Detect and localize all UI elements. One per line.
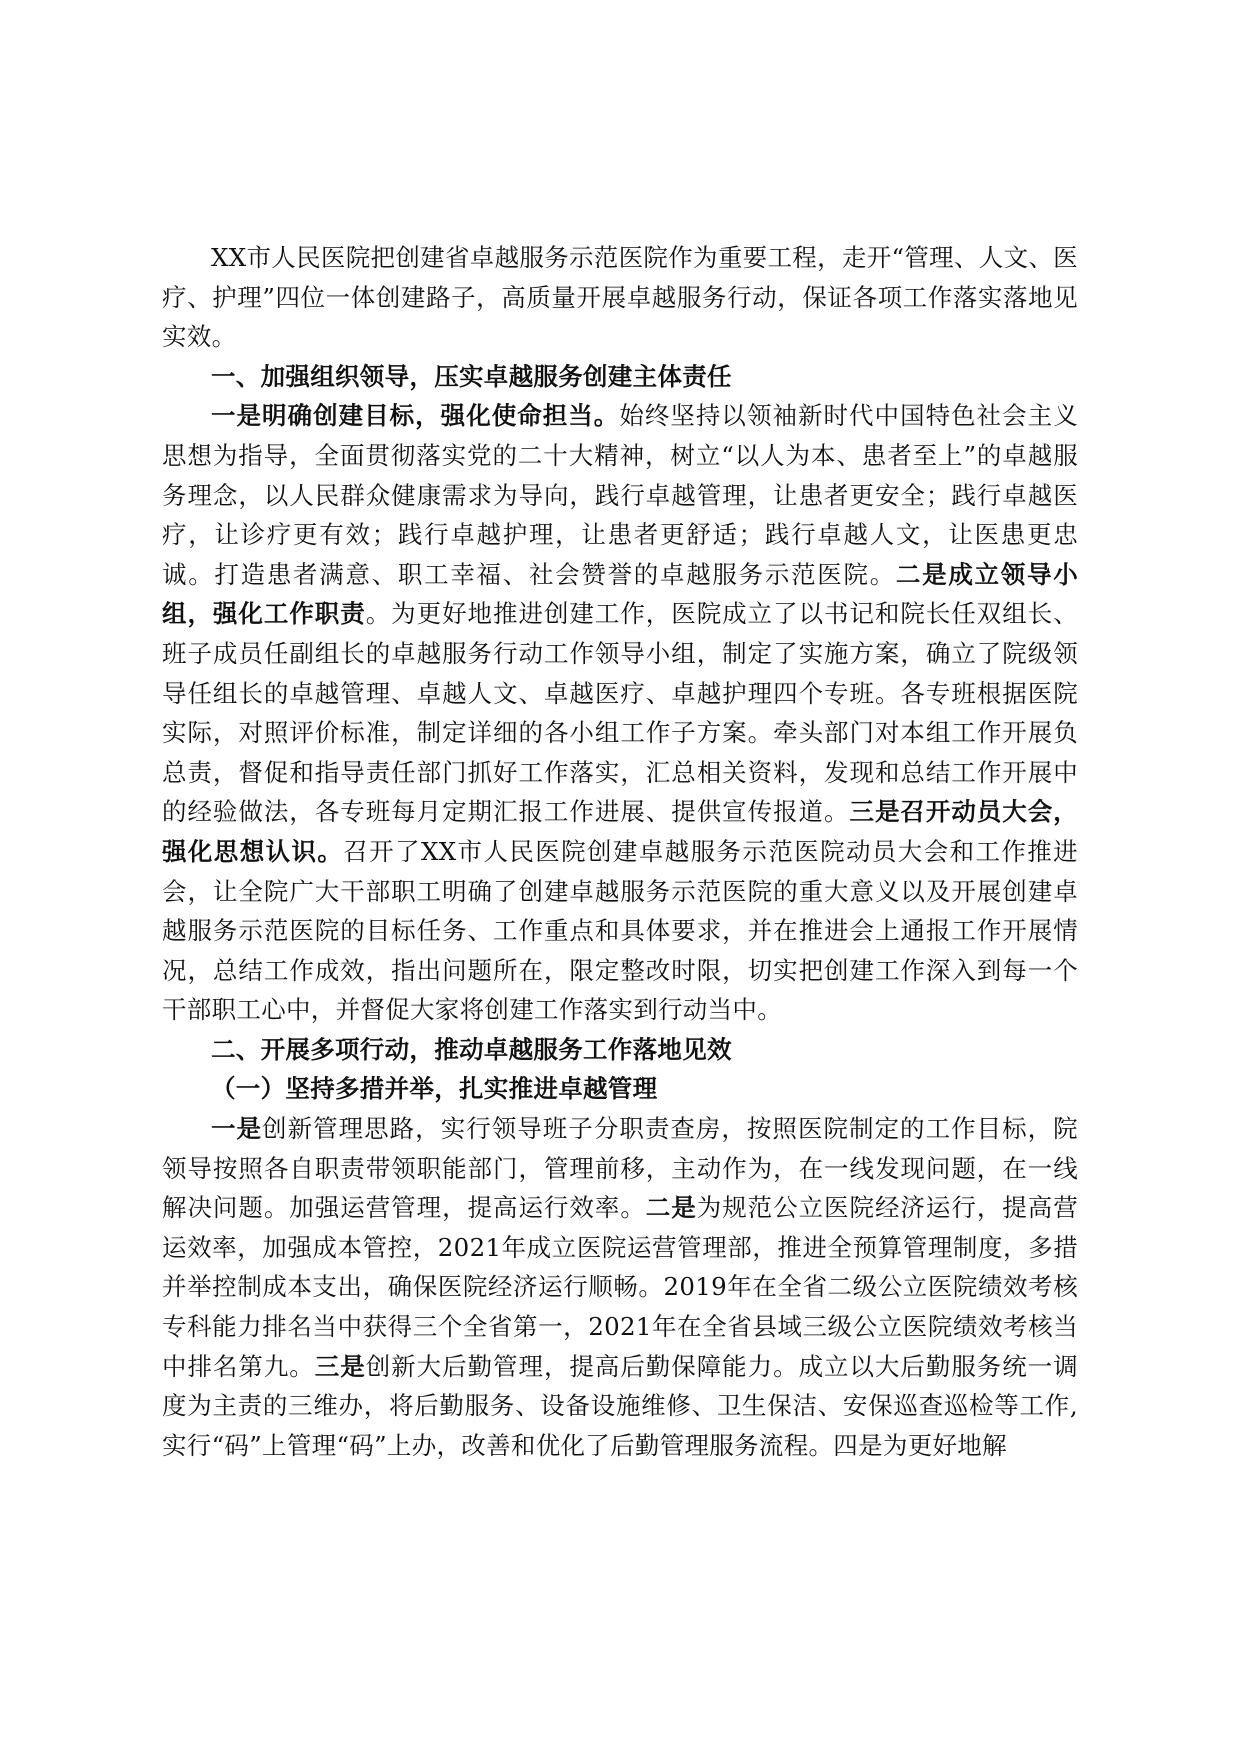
body-text: 始终坚持以领袖新时代中国特色社会主义思想为指导，全面贯彻落实党的二十大精神，树立“以人为本、患者至上”的卓越服务理念，以人民群众健康需求为导向，践行卓越管理，让患者更安全；践行卓越医疗，让诊疗更有效；践行卓越护理，让患者更舒适；践行卓越人文，让医患更忠诚。打造患者满意、职工幸福、社会赞誉的卓越服务示范医院。 xyxy=(162,401,1078,589)
intro-paragraph: XX市人民医院把创建省卓越服务示范医院作为重要工程，走开“管理、人文、医疗、护理”四位一体创建路子，高质量开展卓越服务行动，保证各项工作落实落地见实效。 xyxy=(162,243,1078,352)
body-text: 召开了XX市人民医院创建卓越服务示范医院动员大会和工作推进会，让全院广大干部职工明确了创建卓越服务示范医院的重大意义以及开展创建卓越服务示范医院的目标任务、工作重点和具体要求，并在推进会上通报工作开展情况，总结工作成效，指出问题所在，限定整改时限，切实把创建工作深入到每一个干部职工心中，并督促大家将创建工作落实到行动当中。 xyxy=(162,836,1078,1025)
lead-third: 三是 xyxy=(314,1351,366,1381)
document-page xyxy=(162,238,1078,1465)
lead-leadership-group: 二是成立领导小组，强化工作职责 xyxy=(162,559,1078,629)
section-1-paragraph xyxy=(162,396,1078,1030)
lead-mobilization-meeting: 三是召开动员大会，强化思想认识。 xyxy=(162,797,1078,866)
body-text: 。为更好地推进创建工作，医院成立了以书记和院长任双组长、班子成员任副组长的卓越服务行动工作领导小组，制定了实施方案，确立了院级领导任组长的卓越管理、卓越人文、卓越医疗、卓越护理四个专班。各专班根据医院实际，对照评价标准，制定详细的各小组工作子方案。牵头部门对本组工作开展负总责，督促和指导责任部门抓好工作落实，汇总相关资料，发现和总结工作开展中的经验做法，各专班每月定期汇报工作进展、提供宣传报道。 xyxy=(162,599,1078,827)
body-text: 为规范公立医院经济运行，提高营运效率，加强成本管控，2021年成立医院运营管理部，推进全预算管理制度，多措并举控制成本支出，确保医院经济运行顺畅。2019年在全省二级公立医院绩效考核专科能力排名当中获得三个全省第一，2021年在全省县域三级公立医院绩效考核当中排名第九。 xyxy=(162,1193,1079,1381)
subsection-1-paragraph xyxy=(162,1109,1078,1465)
lead-second: 二是 xyxy=(645,1193,697,1223)
subsection-1-heading: （一）坚持多措并举，扎实推进卓越管理 xyxy=(211,1074,658,1104)
section-1-heading: 一、加强组织领导，压实卓越服务创建主体责任 xyxy=(211,361,732,391)
section-2-heading: 二、开展多项行动，推动卓越服务工作落地见效 xyxy=(211,1034,732,1064)
lead-first: 一是 xyxy=(211,1114,263,1144)
body-text: 创新管理思路，实行领导班子分职责查房，按照医院制定的工作目标，院领导按照各自职责带领职能部门，管理前移，主动作为，在一线发现问题，在一线解决问题。加强运营管理，提高运行效率。 xyxy=(162,1114,1078,1223)
body-text: 创新大后勤管理，提高后勤保障能力。成立以大后勤服务统一调度为主责的三维办，将后勤服务、设备设施维修、卫生保洁、安保巡查巡检等工作,实行“码”上管理“码”上办，改善和优化了后勤管理服务流程。四是为更好地解 xyxy=(162,1351,1078,1460)
lead-clarify-goal: 一是明确创建目标，强化使命担当。 xyxy=(211,401,620,431)
